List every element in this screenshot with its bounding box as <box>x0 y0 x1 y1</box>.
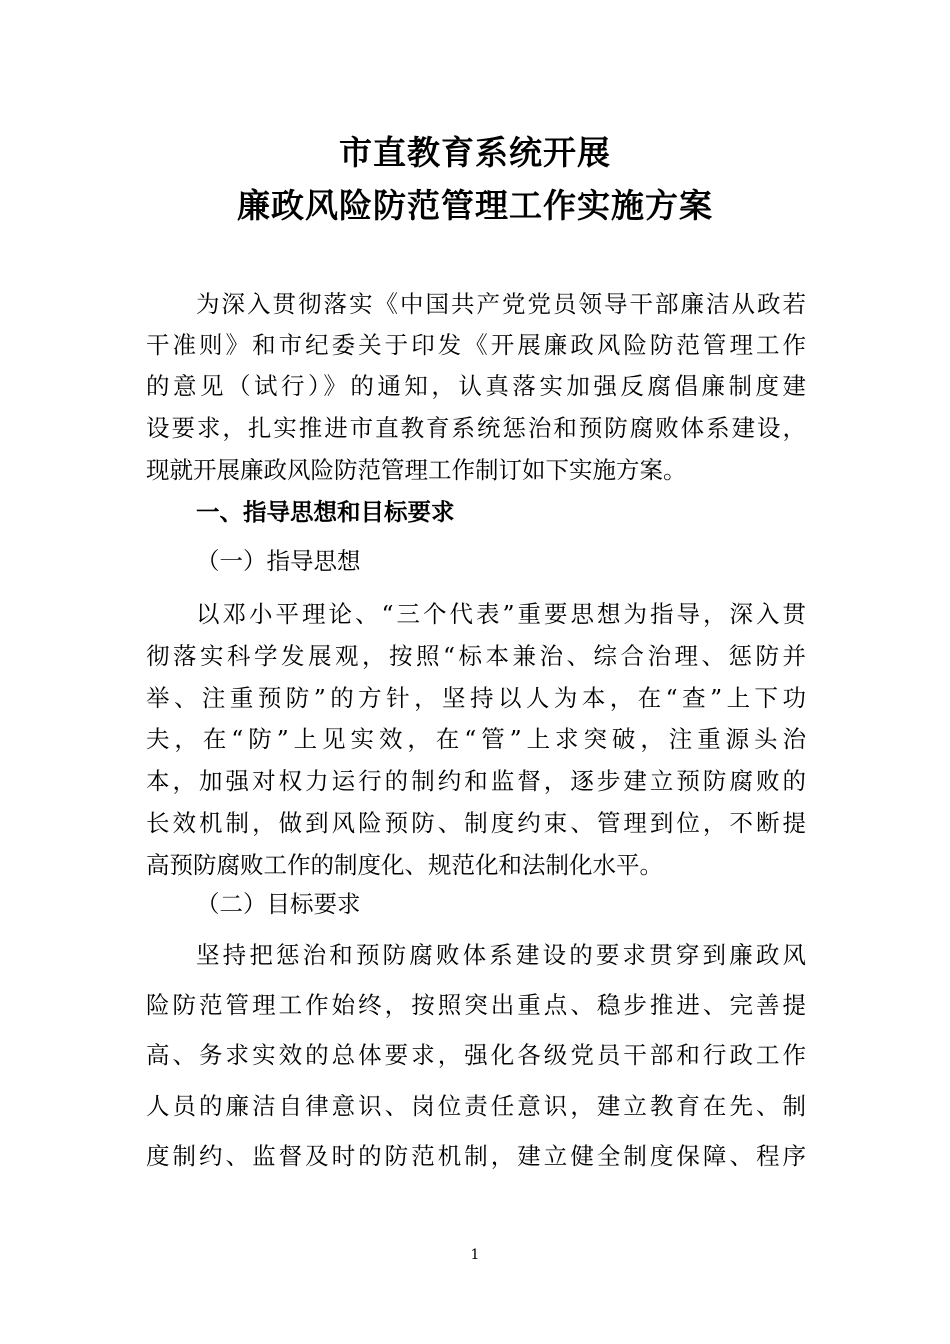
page-number: 1 <box>470 1247 480 1263</box>
body-line: 长效机制，做到风险预防、制度约束、管理到位，不断提 <box>146 809 806 837</box>
body-line: 彻落实科学发展观，按照“标本兼治、综合治理、惩防并 <box>146 642 806 670</box>
intro-line: 的意见（试行）》的通知，认真落实加强反腐倡廉制度建 <box>146 372 806 400</box>
intro-line: 现就开展廉政风险防范管理工作制订如下实施方案。 <box>146 456 687 484</box>
body-line: 以邓小平理论、“三个代表”重要思想为指导，深入贯 <box>196 600 806 628</box>
body-line: 度制约、监督及时的防范机制，建立健全制度保障、程序 <box>146 1142 806 1170</box>
intro-line: 设要求，扎实推进市直教育系统惩治和预防腐败体系建设， <box>146 414 806 442</box>
document-title-line-1: 市直教育系统开展 <box>339 133 611 172</box>
body-line: 坚持把惩治和预防腐败体系建设的要求贯穿到廉政风 <box>196 941 806 969</box>
intro-line: 干准则》和市纪委关于印发《开展廉政风险防范管理工作 <box>146 331 806 359</box>
subsection-heading: （一）指导思想 <box>196 547 361 575</box>
body-line: 高、务求实效的总体要求，强化各级党员干部和行政工作 <box>146 1041 806 1069</box>
document-title-line-2: 廉政风险防范管理工作实施方案 <box>237 186 713 225</box>
intro-line: 为深入贯彻落实《中国共产党党员领导干部廉洁从政若 <box>196 290 806 318</box>
body-line: 夫，在“防”上见实效，在“管”上求突破，注重源头治 <box>146 725 806 753</box>
section-heading: 一、指导思想和目标要求 <box>196 498 455 526</box>
body-line: 本，加强对权力运行的制约和监督，逐步建立预防腐败的 <box>146 767 806 795</box>
subsection-heading: （二）目标要求 <box>196 890 361 918</box>
body-line: 险防范管理工作始终，按照突出重点、稳步推进、完善提 <box>146 991 806 1019</box>
body-line: 举、注重预防”的方针，坚持以人为本，在“查”上下功 <box>146 684 806 712</box>
body-line: 人员的廉洁自律意识、岗位责任意识，建立教育在先、制 <box>146 1092 806 1120</box>
body-line: 高预防腐败工作的制度化、规范化和法制化水平。 <box>146 851 663 879</box>
